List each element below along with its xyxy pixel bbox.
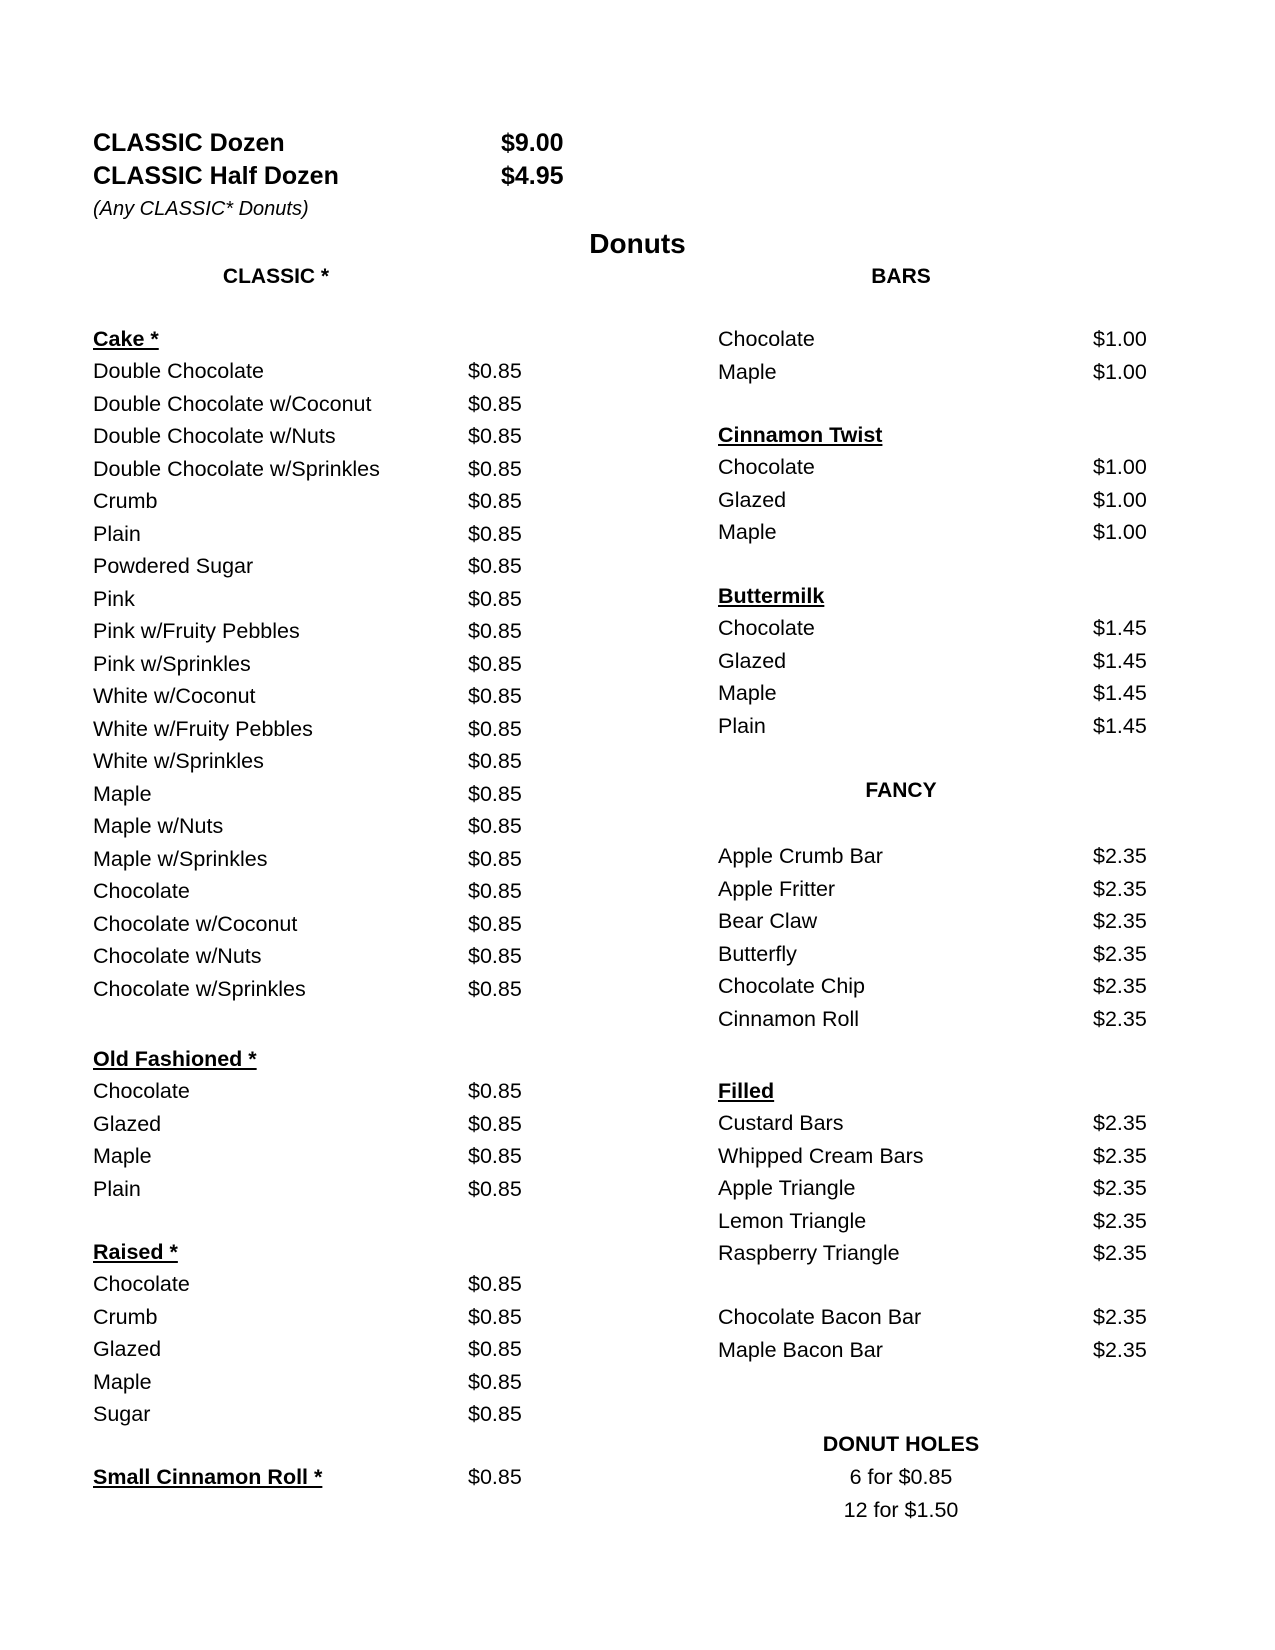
menu-item-name: Double Chocolate w/Sprinkles <box>93 457 380 481</box>
classic-note: (Any CLASSIC* Donuts) <box>93 198 309 220</box>
menu-item-name: White w/Coconut <box>93 684 256 708</box>
menu-item-name: Chocolate w/Sprinkles <box>93 977 306 1001</box>
menu-item-price: $2.35 <box>1093 844 1147 868</box>
menu-item-name: Chocolate <box>93 1272 190 1296</box>
menu-item-name: Plain <box>93 1177 141 1201</box>
menu-item-price: $2.35 <box>1093 1144 1147 1168</box>
menu-item-name: Plain <box>93 522 141 546</box>
menu-item-price: $0.85 <box>468 554 522 578</box>
menu-item-name: Maple w/Nuts <box>93 814 224 838</box>
menu-item-name: Whipped Cream Bars <box>718 1144 924 1168</box>
menu-item-price: $1.45 <box>1093 714 1147 738</box>
menu-item-price: $2.35 <box>1093 909 1147 933</box>
menu-item-name: Maple w/Sprinkles <box>93 847 268 871</box>
menu-item-name: Sugar <box>93 1402 151 1426</box>
menu-item-price: $2.35 <box>1093 1111 1147 1135</box>
menu-item-name: Chocolate w/Nuts <box>93 944 262 968</box>
menu-item-name: Pink <box>93 587 135 611</box>
menu-item-name: Lemon Triangle <box>718 1209 867 1233</box>
menu-item-price: $2.35 <box>1093 942 1147 966</box>
menu-item-name: Crumb <box>93 489 158 513</box>
cinnamon-twist-section-title: Cinnamon Twist <box>718 423 883 447</box>
menu-item-price: $0.85 <box>468 944 522 968</box>
menu-item-name: White w/Fruity Pebbles <box>93 717 313 741</box>
menu-item-price: $0.85 <box>468 717 522 741</box>
raised-section-title: Raised * <box>93 1240 178 1264</box>
menu-item-name: Chocolate <box>93 879 190 903</box>
cake-section-title: Cake * <box>93 327 159 351</box>
menu-item-price: $0.85 <box>468 879 522 903</box>
old-fashioned-section-title: Old Fashioned * <box>93 1047 257 1071</box>
menu-item-price: $0.85 <box>468 847 522 871</box>
menu-item-name: Double Chocolate w/Nuts <box>93 424 336 448</box>
menu-item-name: Apple Triangle <box>718 1176 856 1200</box>
menu-item-price: $2.35 <box>1093 1241 1147 1265</box>
menu-item-name: Chocolate <box>718 616 815 640</box>
menu-item-price: $0.85 <box>468 782 522 806</box>
menu-item-price: $2.35 <box>1093 1338 1147 1362</box>
page-title: Donuts <box>589 228 686 259</box>
classic-half-dozen-price: $4.95 <box>501 162 564 190</box>
menu-item-price: $0.85 <box>468 359 522 383</box>
menu-item-price: $0.85 <box>468 1305 522 1329</box>
menu-item-price: $0.85 <box>468 1177 522 1201</box>
menu-item-name: Chocolate Chip <box>718 974 866 998</box>
menu-item-name: Butterfly <box>718 942 797 966</box>
menu-item-price: $0.85 <box>468 522 522 546</box>
donut-holes-heading: DONUT HOLES <box>822 1432 980 1456</box>
menu-item-price: $2.35 <box>1093 877 1147 901</box>
menu-item-price: $0.85 <box>468 619 522 643</box>
menu-item-price: $0.85 <box>468 1272 522 1296</box>
menu-item-name: Maple <box>718 360 777 384</box>
menu-item-price: $1.45 <box>1093 649 1147 673</box>
buttermilk-section-title: Buttermilk <box>718 584 825 608</box>
menu-item-price: $1.45 <box>1093 616 1147 640</box>
menu-item-name: Chocolate Bacon Bar <box>718 1305 922 1329</box>
menu-item-price: $0.85 <box>468 489 522 513</box>
menu-item-price: $0.85 <box>468 684 522 708</box>
menu-item-name: Maple <box>93 1144 152 1168</box>
menu-item-name: Chocolate w/Coconut <box>93 912 298 936</box>
menu-item-price: $0.85 <box>468 749 522 773</box>
menu-item-price: $1.00 <box>1093 488 1147 512</box>
classic-dozen-label: CLASSIC Dozen <box>93 129 285 157</box>
menu-item-name: Chocolate <box>718 327 815 351</box>
menu-item-name: Apple Crumb Bar <box>718 844 883 868</box>
menu-item-price: $1.00 <box>1093 455 1147 479</box>
menu-item-price: $1.00 <box>1093 327 1147 351</box>
menu-item-price: $1.45 <box>1093 681 1147 705</box>
menu-item-name: Raspberry Triangle <box>718 1241 900 1265</box>
donut-holes-twelve: 12 for $1.50 <box>843 1498 959 1522</box>
classic-dozen-price: $9.00 <box>501 129 564 157</box>
donut-holes-six: 6 for $0.85 <box>849 1465 953 1489</box>
menu-item-price: $0.85 <box>468 652 522 676</box>
menu-item-name: Glazed <box>93 1112 162 1136</box>
menu-item-name: White w/Sprinkles <box>93 749 264 773</box>
menu-item-name: Double Chocolate <box>93 359 264 383</box>
menu-item-name: Crumb <box>93 1305 158 1329</box>
small-cinnamon-roll-price: $0.85 <box>468 1465 522 1489</box>
menu-item-price: $1.00 <box>1093 360 1147 384</box>
menu-item-name: Pink w/Fruity Pebbles <box>93 619 300 643</box>
menu-item-name: Maple <box>718 681 777 705</box>
menu-item-price: $2.35 <box>1093 974 1147 998</box>
menu-item-name: Glazed <box>718 649 787 673</box>
menu-item-price: $0.85 <box>468 457 522 481</box>
fancy-heading: FANCY <box>865 779 937 802</box>
classic-heading: CLASSIC * <box>222 265 330 288</box>
menu-item-name: Glazed <box>718 488 787 512</box>
menu-item-name: Maple <box>93 1370 152 1394</box>
menu-item-price: $2.35 <box>1093 1209 1147 1233</box>
menu-item-name: Powdered Sugar <box>93 554 254 578</box>
menu-item-price: $2.35 <box>1093 1305 1147 1329</box>
menu-item-price: $0.85 <box>468 1079 522 1103</box>
menu-item-price: $0.85 <box>468 814 522 838</box>
menu-item-price: $0.85 <box>468 1144 522 1168</box>
menu-item-name: Chocolate <box>93 1079 190 1103</box>
menu-item-price: $0.85 <box>468 587 522 611</box>
menu-item-price: $0.85 <box>468 977 522 1001</box>
menu-item-price: $2.35 <box>1093 1176 1147 1200</box>
menu-item-price: $1.00 <box>1093 520 1147 544</box>
menu-item-name: Cinnamon Roll <box>718 1007 860 1031</box>
menu-item-name: Plain <box>718 714 766 738</box>
classic-half-dozen-label: CLASSIC Half Dozen <box>93 162 339 190</box>
menu-item-name: Double Chocolate w/Coconut <box>93 392 372 416</box>
menu-item-name: Chocolate <box>718 455 815 479</box>
menu-item-name: Apple Fritter <box>718 877 836 901</box>
menu-item-price: $0.85 <box>468 1370 522 1394</box>
menu-item-name: Maple <box>718 520 777 544</box>
menu-item-price: $0.85 <box>468 392 522 416</box>
menu-item-price: $0.85 <box>468 1337 522 1361</box>
menu-item-name: Custard Bars <box>718 1111 844 1135</box>
menu-item-name: Maple Bacon Bar <box>718 1338 883 1362</box>
menu-item-name: Glazed <box>93 1337 162 1361</box>
small-cinnamon-roll-title: Small Cinnamon Roll * <box>93 1465 323 1489</box>
menu-item-price: $0.85 <box>468 912 522 936</box>
menu-item-name: Pink w/Sprinkles <box>93 652 251 676</box>
menu-item-price: $0.85 <box>468 1402 522 1426</box>
menu-item-name: Maple <box>93 782 152 806</box>
menu-item-price: $0.85 <box>468 1112 522 1136</box>
menu-item-price: $2.35 <box>1093 1007 1147 1031</box>
menu-item-name: Bear Claw <box>718 909 818 933</box>
menu-item-price: $0.85 <box>468 424 522 448</box>
bars-heading: BARS <box>871 265 931 288</box>
filled-section-title: Filled <box>718 1079 775 1103</box>
